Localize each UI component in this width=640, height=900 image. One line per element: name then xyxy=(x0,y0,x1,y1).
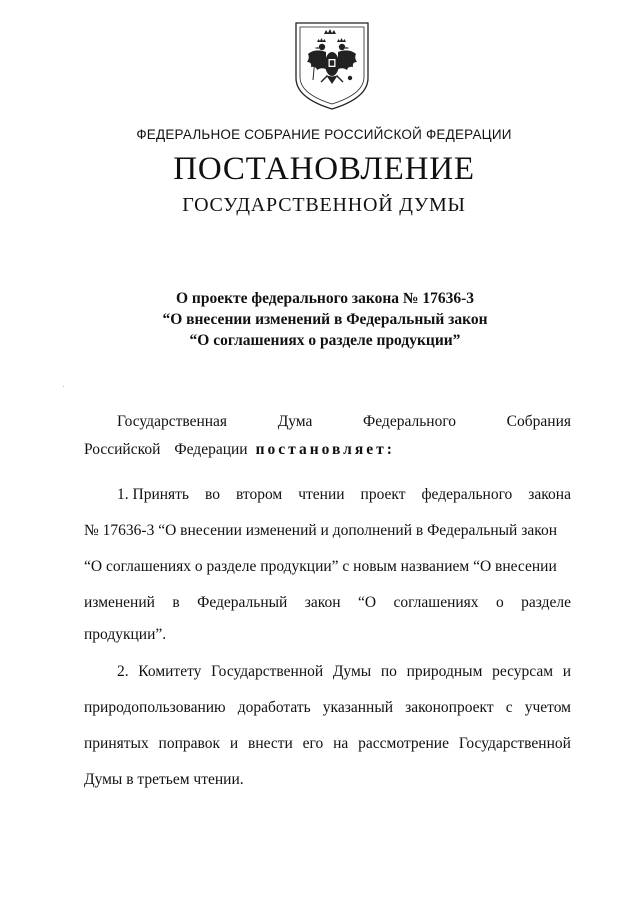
word: поправок xyxy=(158,735,221,752)
item1-word: соглашениях xyxy=(393,594,479,611)
subject-line-1: О проекте федерального закона № 17636-3 xyxy=(175,290,474,307)
item2-line-3 xyxy=(84,735,571,753)
item1-line-1 xyxy=(117,486,571,504)
preamble-word: Собрания xyxy=(506,413,571,430)
item1-line-3: “О соглашениях о разделе продукции” с новым названием “О внесении xyxy=(84,558,557,575)
item2-line-2 xyxy=(84,699,571,717)
item1-word: разделе xyxy=(521,594,571,611)
word: по xyxy=(380,663,397,680)
preamble-line-1 xyxy=(117,413,571,431)
item1-word: “О xyxy=(357,594,377,611)
document-type-title: ПОСТАНОВЛЕНИЕ xyxy=(173,151,475,187)
preamble-line-2 xyxy=(84,441,571,459)
subject-line-2: “О внесении изменений в Федеральный закон xyxy=(162,311,488,328)
word: внести xyxy=(248,735,293,752)
preamble-word: Российской xyxy=(84,441,161,458)
item1-line-2: № 17636-3 “О внесении изменений и дополнений в Федеральный закон xyxy=(84,522,557,539)
word: с xyxy=(505,699,513,716)
item1-line-4 xyxy=(84,594,571,612)
word: Государственной xyxy=(211,663,324,680)
item1-word: чтении xyxy=(298,486,345,503)
word: Думы xyxy=(332,663,372,680)
resolves-keyword: постановляет: xyxy=(255,441,395,458)
double-headed-eagle-icon xyxy=(293,20,371,112)
item1-word: закона xyxy=(528,486,571,503)
item1-word: 1. Принять xyxy=(117,486,190,503)
word: доработать xyxy=(237,699,311,716)
item1-word: закон xyxy=(304,594,341,611)
issuing-body: ГОСУДАРСТВЕННОЙ ДУМЫ xyxy=(182,194,466,216)
word: указанный xyxy=(322,699,394,716)
subject-line-3: “О соглашениях о разделе продукции” xyxy=(189,332,461,349)
item2-line-4: Думы в третьем чтении. xyxy=(84,771,244,788)
preamble-word: Дума xyxy=(277,413,313,430)
item2-line-1 xyxy=(117,663,571,681)
item1-line-5: продукции”. xyxy=(84,626,167,643)
parliament-name: ФЕДЕРАЛЬНОЕ СОБРАНИЕ РОССИЙСКОЙ ФЕДЕРАЦИИ xyxy=(136,127,512,142)
word: принятых xyxy=(84,735,149,752)
word: рассмотрение xyxy=(358,735,449,752)
word: природным xyxy=(406,663,483,680)
word: ресурсам xyxy=(492,663,554,680)
item1-word: проект xyxy=(360,486,406,503)
item1-word: в xyxy=(172,594,180,611)
item1-word: о xyxy=(495,594,504,611)
item1-word: Федеральный xyxy=(197,594,288,611)
word: законопроект xyxy=(405,699,494,716)
word: 2. xyxy=(117,663,129,680)
scan-speck xyxy=(63,386,64,387)
word: его xyxy=(302,735,324,752)
item1-word: втором xyxy=(235,486,283,503)
preamble-word: Федерации xyxy=(174,441,248,458)
item1-word: федерального xyxy=(421,486,513,503)
word: на xyxy=(333,735,349,752)
preamble-word: Федерального xyxy=(363,413,457,430)
word: Комитету xyxy=(138,663,202,680)
word: учетом xyxy=(524,699,571,716)
word: и xyxy=(562,663,571,680)
word: Государственной xyxy=(458,735,571,752)
item1-word: изменений xyxy=(84,594,155,611)
item1-word: во xyxy=(205,486,220,503)
word: природопользованию xyxy=(84,699,226,716)
preamble-word: Государственная xyxy=(117,413,228,430)
word: и xyxy=(229,735,239,752)
